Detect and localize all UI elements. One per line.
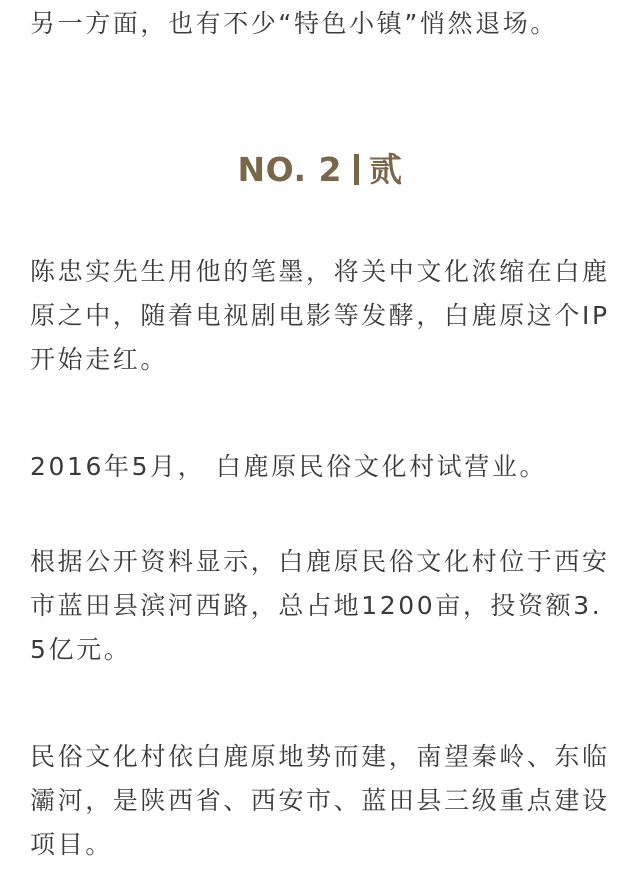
section-number: NO. 2 [237, 150, 342, 189]
section-title: 贰 [368, 150, 403, 189]
paragraph-2: 陈忠实先生用他的笔墨，将关中文化浓缩在白鹿原之中，随着电视剧电影等发酵，白鹿原这个IP开始走红。 [30, 257, 610, 374]
section-heading [0, 145, 640, 195]
paragraph-4: 根据公开资料显示，白鹿原民俗文化村位于西安市蓝田县滨河西路，总占地1200亩，投资额3.5亿元。 [30, 547, 610, 664]
paragraph-1: 另一方面，也有不少“特色小镇”悄然退场。 [30, 9, 558, 38]
paragraph-5: 民俗文化村依白鹿原地势而建，南望秦岭、东临灞河，是陕西省、西安市、蓝田县三级重点建设项目。 [30, 742, 610, 859]
section-divider [354, 154, 359, 185]
paragraph-3: 2016年5月， 白鹿原民俗文化村试营业。 [30, 452, 548, 481]
